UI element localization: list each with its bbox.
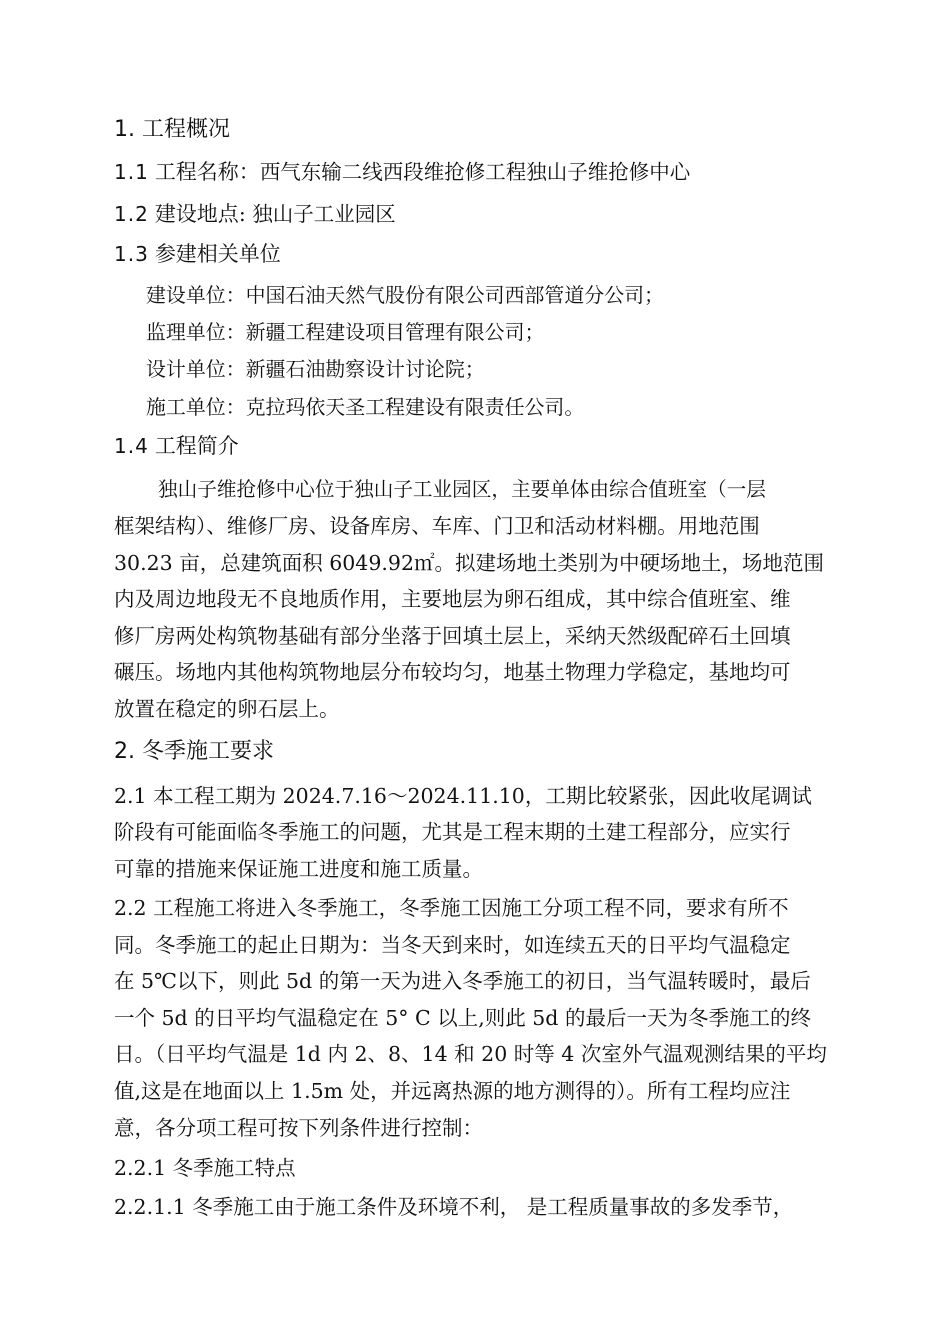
para-2-2-line: 日。（日平均气温是 1d 内 2、8、14 和 20 时等 4 次室外气温观测结果的平均 bbox=[114, 1042, 827, 1066]
item-1-3-label: 参建相关单位 bbox=[154, 242, 281, 266]
item-1-4-number: 1.4 bbox=[114, 434, 149, 458]
para-2-2-line: 一个 5d 的日平均气温稳定在 5° C 以上,则此 5d 的最后一天为冬季施工的终 bbox=[114, 1006, 811, 1030]
unit-supervision: 监理单位：新疆工程建设项目管理有限公司； bbox=[146, 321, 545, 344]
item-1-4-label: 工程简介 bbox=[154, 434, 239, 458]
project-location: : 独山子工业园区 bbox=[238, 202, 396, 226]
unit-contractor: 施工单位：克拉玛依天圣工程建设有限责任公司。 bbox=[146, 396, 585, 419]
para-2-2-line: 值,这是在地面以上 1.5m 处，并远离热源的地方测得的）。所有工程均应注 bbox=[114, 1079, 791, 1103]
para-2-1-line: 2.1 本工程工期为 2024.7.16～2024.11.10，工期比较紧张，因此收尾调试 bbox=[114, 784, 812, 808]
intro-line: 框架结构）、维修厂房、设备库房、车库、门卫和活动材料棚。用地范围 bbox=[114, 514, 760, 538]
intro-line: 修厂房两处构筑物基础有部分坐落于回填土层上，采纳天然级配碎石土回填 bbox=[114, 624, 791, 648]
project-name: 西气东输二线西段维抢修工程独山子维抢修中心 bbox=[259, 160, 691, 184]
unit-construction: 建设单位：中国石油天然气股份有限公司西部管道分公司； bbox=[146, 284, 664, 307]
para-2-2-line: 同。冬季施工的起止日期为：当冬天到来时，如连续五天的日平均气温稳定 bbox=[114, 933, 791, 957]
item-1-3 bbox=[114, 236, 874, 272]
para-2-2-line: 意，各分项工程可按下列条件进行控制： bbox=[114, 1116, 483, 1140]
item-1-2-label: 建设地点 bbox=[154, 202, 239, 226]
intro-line: 碾压。场地内其他构筑物地层分布较均匀，地基土物理力学稳定，基地均可 bbox=[114, 660, 791, 684]
section-2-heading: 2. 冬季施工要求 bbox=[114, 739, 274, 764]
item-1-4 bbox=[114, 428, 874, 464]
intro-line: 独山子维抢修中心位于独山子工业园区，主要单体由综合值班室（一层 bbox=[158, 478, 766, 501]
intro-line: 内及周边地段无不良地质作用，主要地层为卵石组成，其中综合值班室、维 bbox=[114, 587, 791, 611]
item-1-1-label: 工程名称： bbox=[154, 160, 260, 184]
subsection-2-2-1: 2.2.1 冬季施工特点 bbox=[114, 1156, 296, 1180]
subsection-2-2-1-1: 2.2.1.1 冬季施工由于施工条件及环境不利， 是工程质量事故的多发季节， bbox=[114, 1195, 794, 1219]
item-1-1 bbox=[114, 154, 874, 190]
para-2-1-line: 可靠的措施来保证施工进度和施工质量。 bbox=[114, 857, 483, 881]
intro-line: 放置在稳定的卵石层上。 bbox=[114, 697, 340, 721]
item-1-2 bbox=[114, 196, 874, 232]
unit-design: 设计单位：新疆石油勘察设计讨论院； bbox=[146, 358, 485, 381]
item-1-3-number: 1.3 bbox=[114, 242, 149, 266]
item-1-2-number: 1.2 bbox=[114, 202, 149, 226]
para-2-2-line: 在 5℃以下，则此 5d 的第一天为进入冬季施工的初日，当气温转暖时，最后 bbox=[114, 969, 811, 993]
section-1-heading: 1. 工程概况 bbox=[114, 117, 230, 142]
item-1-1-number: 1.1 bbox=[114, 160, 149, 184]
intro-line: 30.23 亩，总建筑面积 6049.92㎡。拟建场地土类别为中硬场地土，场地范围 bbox=[114, 551, 824, 575]
para-2-2-line: 2.2 工程施工将进入冬季施工，冬季施工因施工分项工程不同，要求有所不 bbox=[114, 896, 789, 920]
para-2-1-line: 阶段有可能面临冬季施工的问题，尤其是工程末期的土建工程部分，应实行 bbox=[114, 820, 791, 844]
